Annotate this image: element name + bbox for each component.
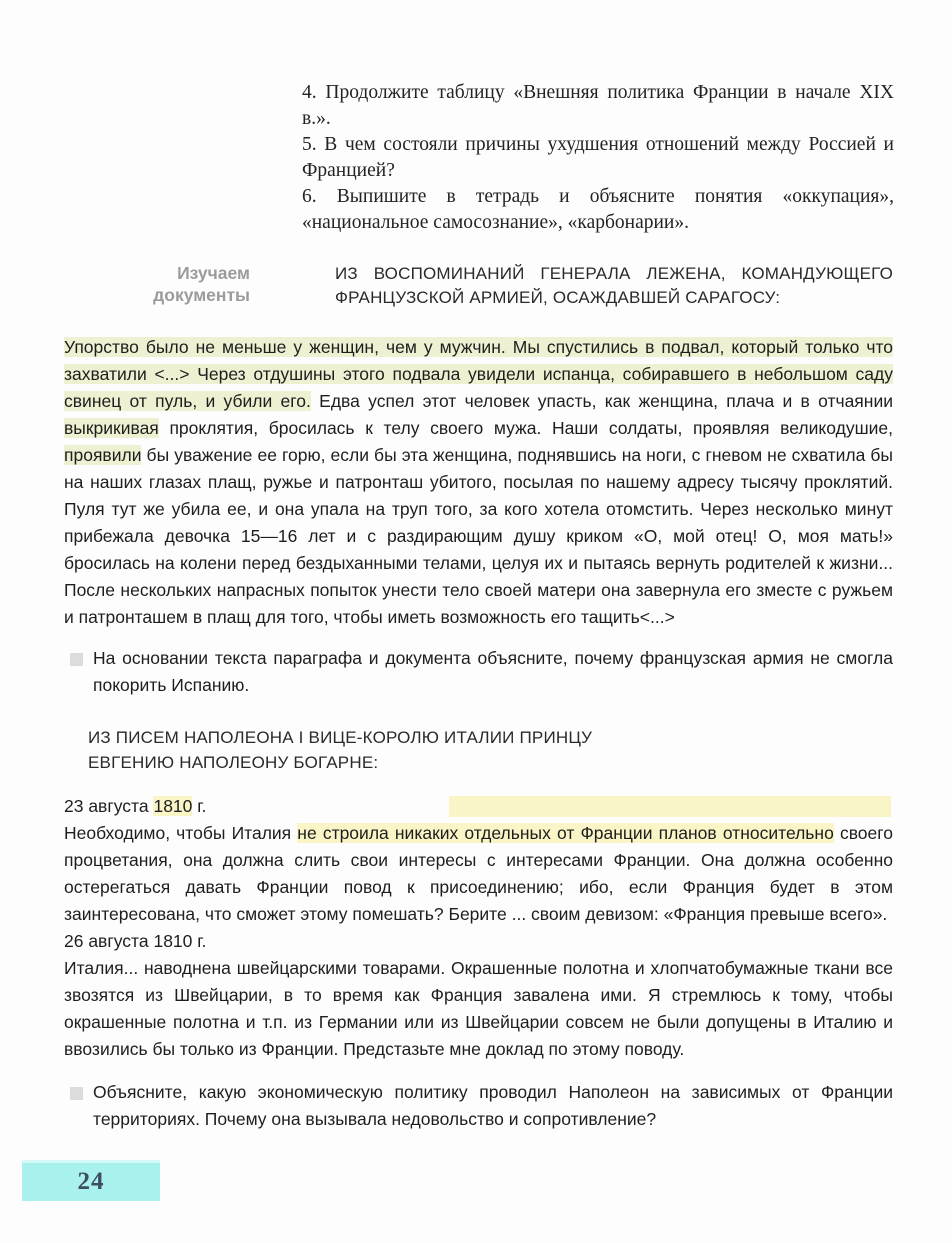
doc1-question: На основании текста параграфа и документа объясните, почему французская армия не смогла покорить Испанию. <box>93 648 893 695</box>
doc2-question: Объясните, какую экономическую политику проводил Наполеон на зависимых от Франции территориях. Почему она вызывала недовольство и сопротивление? <box>93 1082 893 1129</box>
square-bullet-icon <box>70 653 83 666</box>
question-item-5: 5. В чем состояли причины ухудшения отношений между Россией и Францией? <box>302 134 894 181</box>
highlighted-text: проявили <box>64 445 142 465</box>
letter1-date <box>64 796 206 816</box>
doc1-title: ИЗ ВОСПОМИНАНИЙ ГЕНЕРАЛА ЛЕЖЕНА, КОМАНДУЮЩЕГО ФРАНЦУЗСКОЙ АРМИЕЙ, ОСАЖДАВШЕЙ САРАГОСУ: <box>335 264 893 307</box>
letter2-date-row <box>64 928 893 955</box>
question-item-4: 4. Продолжите таблицу «Внешняя политика Франции в начале XIX в.». <box>302 82 894 129</box>
numbered-questions-block <box>302 0 894 236</box>
study-label-line2: документы <box>153 285 250 305</box>
highlighted-text: 1810 <box>153 796 193 816</box>
doc2-question-row <box>64 1079 893 1133</box>
doc2-title-line2: ЕВГЕНИЮ НАПОЛЕОНУ БОГАРНЕ: <box>88 753 379 772</box>
study-label-line1: Изучаем <box>177 263 250 283</box>
doc2-title <box>88 725 893 775</box>
study-documents-section-header <box>64 262 893 310</box>
letter1-text: своего процветания, она должна слить свои интересы с интересами Франции. Она должна особенно остерегаться давать Франции повод к присоединению; ибо, если Франция будет в этом заинтересована, что сможет этому помешать? Берите ... своим девизом: «Франция превыше всего». <box>64 823 893 924</box>
letter1-text: Необходимо, чтобы Италия <box>64 823 298 843</box>
letter1-date-pre: 23 августа <box>64 796 154 816</box>
letter1-date-post: г. <box>192 796 207 816</box>
doc2-title-line1: ИЗ ПИСЕМ НАПОЛЕОНА I ВИЦЕ-КОРОЛЮ ИТАЛИИ ПРИНЦУ <box>88 728 593 747</box>
doc1-text: бы уважение ее горю, если бы эта женщина, поднявшись на ноги, с гневом не схватила бы на наших глазах плащ, ружье и патронташ убитого, посылая по нашему адресу тысячу проклятий. Пуля тут же убила ее, и она упала на труп того, за кого хотела отомстить. Через несколько минут прибежала девочка 15—16 лет и с раздирающим душу криком «О, мой отец! О, моя мать!» бросилась на колени перед бездыханными телами, целуя их и пытаясь вернуть родителей к жизни... После нескольких напрасных попыток унести тело своей матери она завернула его зместе с ружьем и патронташем в плащ для того, чтобы иметь возможность его тащить<...> <box>64 445 893 627</box>
doc1-text: проклятия, бросилась к телу своего мужа. Наши солдаты, проявляя великодушие, <box>158 418 893 438</box>
highlighter-band <box>449 796 891 817</box>
highlighted-text: выкрикивая <box>64 418 159 438</box>
letter1-body <box>64 820 893 928</box>
square-bullet-icon <box>70 1087 83 1100</box>
page-number-tab <box>22 1160 160 1201</box>
letter2-date: 26 августа 1810 г. <box>64 931 207 951</box>
letter2-body: Италия... наводнена швейцарскими товарами. Окрашенные полотна и хлопчатобумажные ткани все звозятся из Швейцарии, в то время как Франция завалена ими. Я стремлюсь к тому, чтобы окрашенные полотна и т.п. из Германии или из Швейцарии совсем не были допущены в Италию и ввозились бы только из Франции. Предстазьте мне доклад по этому поводу. <box>64 958 893 1059</box>
highlighted-text: не строила никаких отдельных от Франции планов относительно <box>297 823 834 843</box>
highlighted-text: Упорство было не меньше у женщин, чем у мужчин. Мы спустились в подвал, который только что захватили <...> Через отдушины этого подвала увидели испанца, собиравшего в небольшом саду свинец от пуль, и убили его. <box>64 337 893 411</box>
page-number: 24 <box>77 1168 105 1195</box>
study-documents-label <box>64 262 250 310</box>
doc1-body <box>64 334 893 631</box>
doc1-question-row <box>64 645 893 699</box>
letter1-date-row <box>64 793 893 820</box>
question-item-6: 6. Выпишите в тетрадь и объясните понятия «оккупация», «национальное самосознание», «карбонарии». <box>302 186 894 233</box>
doc1-text: Едва успел этот человек упасть, как женщина, плача и в отчаянии <box>310 391 893 411</box>
